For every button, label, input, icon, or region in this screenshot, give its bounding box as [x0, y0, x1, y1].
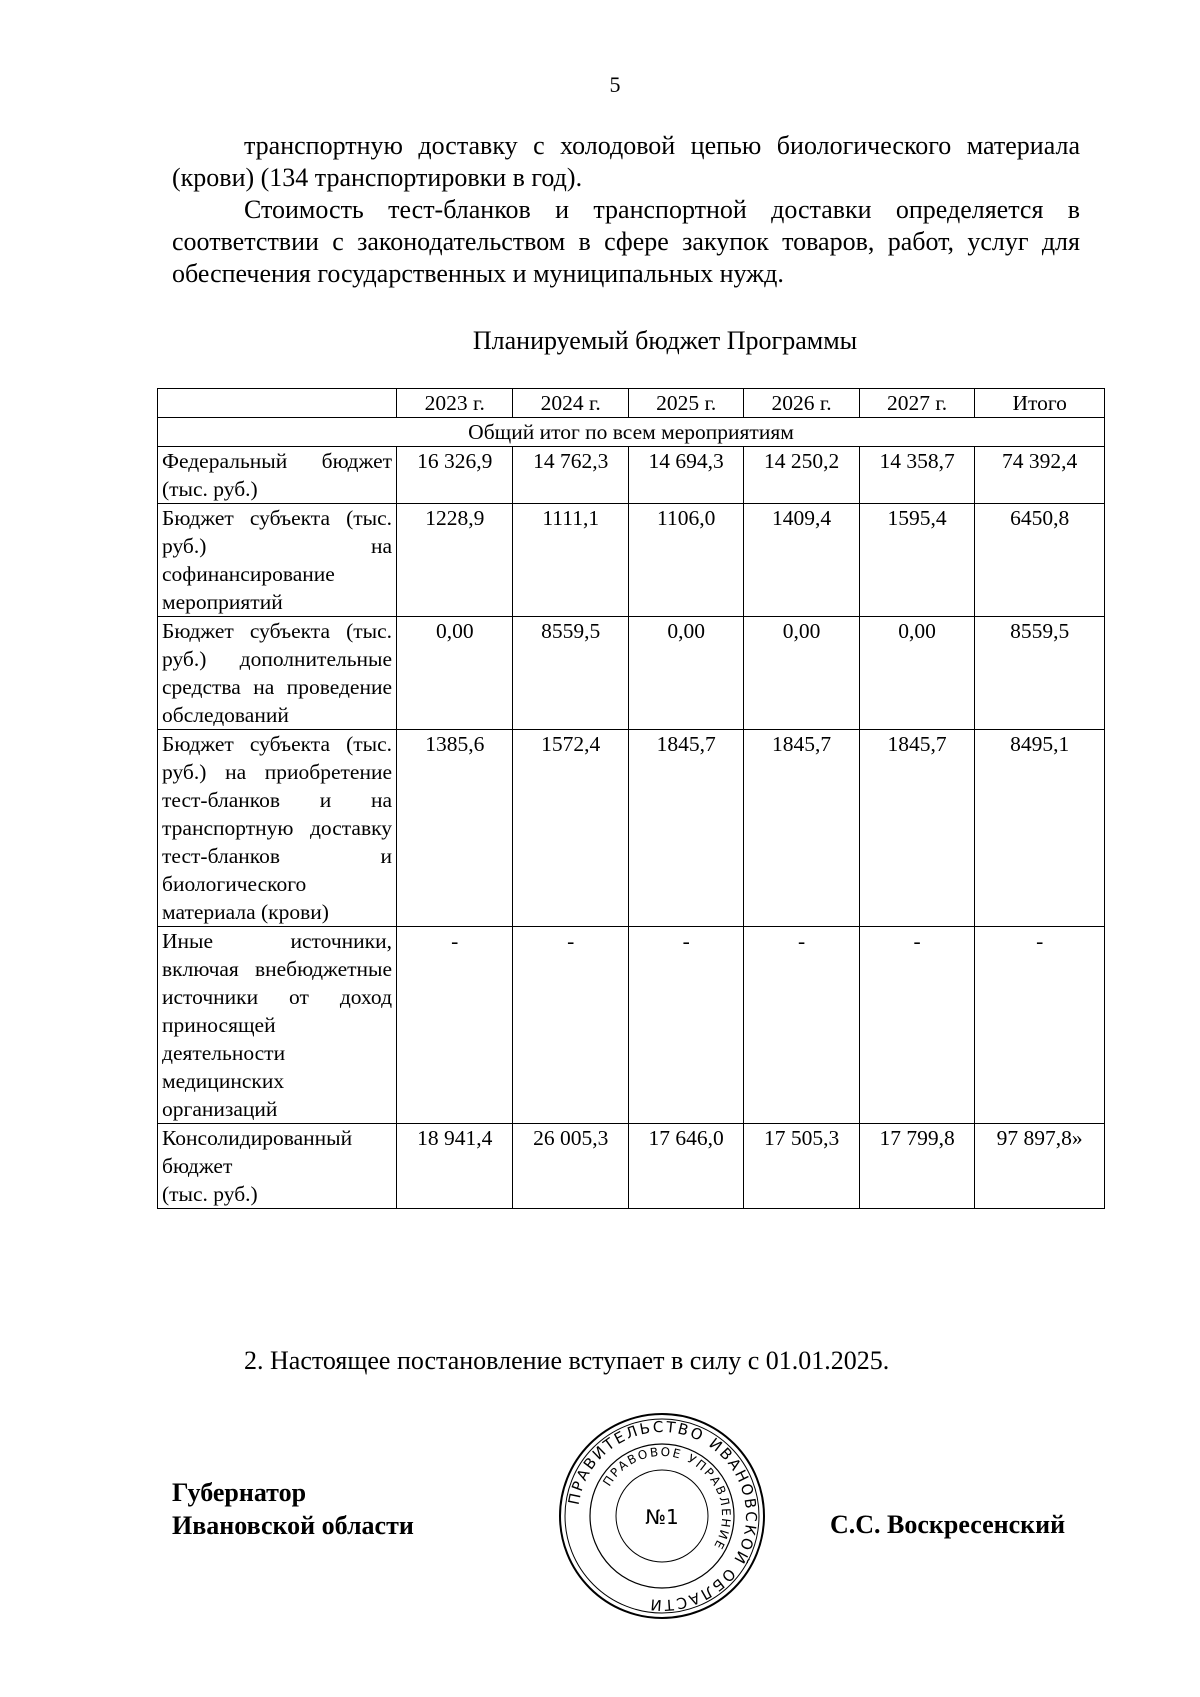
- table-cell: 8559,5: [975, 617, 1105, 730]
- row-label: Федеральный бюджет (тыс. руб.): [158, 447, 397, 504]
- table-title: Планируемый бюджет Программы: [472, 326, 858, 355]
- row-label: Консолидированный бюджет (тыс. руб.): [158, 1124, 397, 1209]
- table-cell: 17 799,8: [859, 1124, 974, 1209]
- official-seal-icon: [556, 1410, 768, 1622]
- table-row: [158, 927, 1105, 1124]
- header-cell: Итого: [975, 389, 1105, 418]
- table-row: [158, 730, 1105, 927]
- table-cell: 1845,7: [628, 730, 743, 927]
- seal-inner-text: ПРАВОВОЕ УПРАВЛЕНИЕ: [600, 1444, 734, 1553]
- header-cell: 2025 г.: [628, 389, 743, 418]
- table-cell: 16 326,9: [397, 447, 513, 504]
- table-cell: 17 505,3: [744, 1124, 859, 1209]
- table-cell: 26 005,3: [513, 1124, 628, 1209]
- effective-date-text: 2. Настоящее постановление вступает в силу с 01.01.2025.: [244, 1346, 890, 1375]
- paragraph-cost: Стоимость тест-бланков и транспортной доставки определяется в соответствии с законодательством в сфере закупок товаров, работ, услуг для обеспечения государственных и муниципальных нужд.: [172, 195, 1080, 288]
- row-label: Бюджет субъекта (тыс. руб.) на приобретение тест-бланков и на транспортную доставку тест-бланков и биологического материала (крови): [158, 730, 397, 927]
- table-cell: 0,00: [859, 617, 974, 730]
- table-cell: 1385,6: [397, 730, 513, 927]
- table-cell: 1111,1: [513, 504, 628, 617]
- page-number: 5: [609, 72, 621, 97]
- table-cell: 14 358,7: [859, 447, 974, 504]
- table-cell: -: [975, 927, 1105, 1124]
- signatory-title: [172, 1476, 414, 1542]
- table-row: [158, 1124, 1105, 1209]
- table-cell: 6450,8: [975, 504, 1105, 617]
- signatory-title-line2: Ивановской области: [172, 1511, 414, 1540]
- header-cell: 2023 г.: [397, 389, 513, 418]
- paragraph-transport: транспортную доставку с холодовой цепью биологического материала (крови) (134 транспортировки в год).: [172, 131, 1080, 192]
- seal-number: №1: [645, 1505, 679, 1529]
- header-cell: 2026 г.: [744, 389, 859, 418]
- table-cell: 14 694,3: [628, 447, 743, 504]
- table-cell: 1106,0: [628, 504, 743, 617]
- header-cell: 2024 г.: [513, 389, 628, 418]
- row-label: Бюджет субъекта (тыс. руб.) дополнительные средства на проведение обследований: [158, 617, 397, 730]
- table-cell: 14 250,2: [744, 447, 859, 504]
- header-row: [158, 389, 1105, 418]
- table-cell: 97 897,8»: [975, 1124, 1105, 1209]
- table-row: [158, 617, 1105, 730]
- section-row: [158, 418, 1105, 447]
- table-cell: 0,00: [744, 617, 859, 730]
- table-cell: -: [859, 927, 974, 1124]
- seal-ring-text: ПРАВИТЕЛЬСТВО ИВАНОВСКОЙ ОБЛАСТИ: [564, 1417, 761, 1615]
- table-cell: 0,00: [628, 617, 743, 730]
- table-cell: 74 392,4: [975, 447, 1105, 504]
- table-cell: 14 762,3: [513, 447, 628, 504]
- section-label: Общий итог по всем мероприятиям: [158, 418, 1105, 447]
- table-cell: 0,00: [397, 617, 513, 730]
- svg-text:ПРАВОВОЕ УПРАВЛЕНИЕ: [600, 1445, 733, 1553]
- table-row: [158, 504, 1105, 617]
- table-cell: -: [397, 927, 513, 1124]
- row-label: Иные источники, включая внебюджетные источники от доход приносящей деятельности медицинских организаций: [158, 927, 397, 1124]
- table-cell: 1228,9: [397, 504, 513, 617]
- table-cell: -: [628, 927, 743, 1124]
- budget-table: [157, 388, 1105, 1209]
- row-label: Бюджет субъекта (тыс. руб.) на софинансирование мероприятий: [158, 504, 397, 617]
- table-cell: 1409,4: [744, 504, 859, 617]
- table-cell: 8495,1: [975, 730, 1105, 927]
- signer-name: С.С. Воскресенский: [830, 1510, 1066, 1539]
- table-cell: 1845,7: [859, 730, 974, 927]
- table-row: [158, 447, 1105, 504]
- table-cell: 8559,5: [513, 617, 628, 730]
- table-cell: 1845,7: [744, 730, 859, 927]
- table-cell: -: [513, 927, 628, 1124]
- table-cell: 17 646,0: [628, 1124, 743, 1209]
- header-cell: 2027 г.: [859, 389, 974, 418]
- header-cell: [158, 389, 397, 418]
- signatory-title-line1: Губернатор: [172, 1478, 307, 1507]
- table-cell: 1572,4: [513, 730, 628, 927]
- table-cell: -: [744, 927, 859, 1124]
- table-cell: 1595,4: [859, 504, 974, 617]
- table-cell: 18 941,4: [397, 1124, 513, 1209]
